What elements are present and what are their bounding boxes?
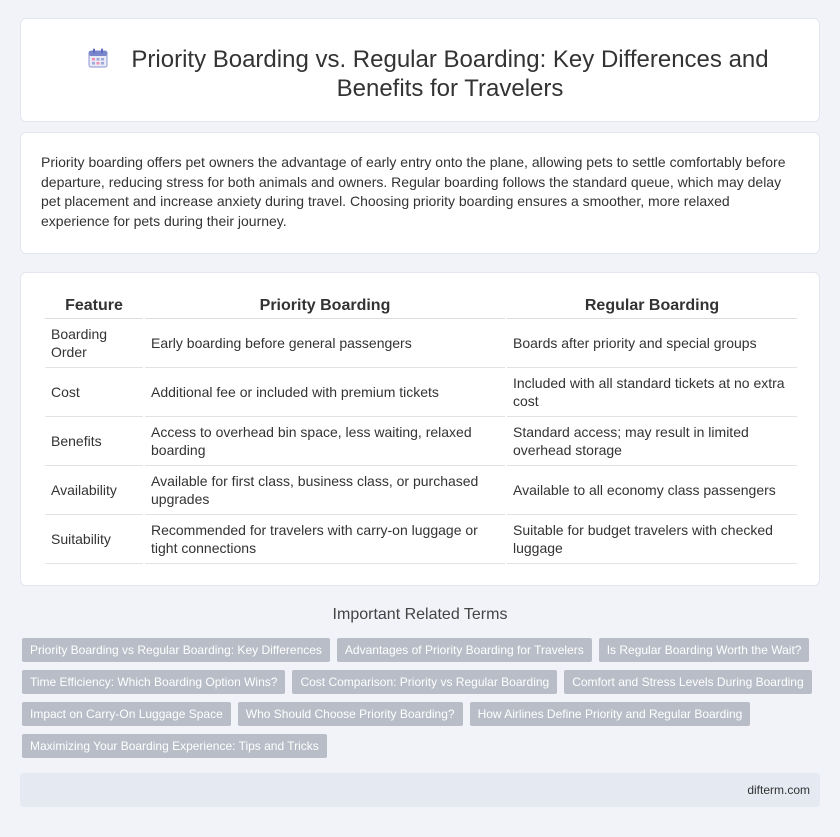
regular-cell: Standard access; may result in limited overhead storage — [507, 417, 797, 466]
feature-cell: Boarding Order — [45, 319, 143, 368]
priority-cell: Access to overhead bin space, less waiting, relaxed boarding — [145, 417, 505, 466]
site-link[interactable]: difterm.com — [747, 783, 810, 797]
related-term-tag[interactable]: Priority Boarding vs Regular Boarding: Key Differences — [22, 638, 330, 662]
priority-cell: Early boarding before general passengers — [145, 319, 505, 368]
related-term-tag[interactable]: Who Should Choose Priority Boarding? — [238, 702, 463, 726]
related-term-tag[interactable]: Advantages of Priority Boarding for Travelers — [337, 638, 592, 662]
comparison-card — [20, 272, 820, 586]
priority-cell: Available for first class, business class, or purchased upgrades — [145, 466, 505, 515]
header-priority: Priority Boarding — [145, 293, 505, 319]
related-term-tag[interactable]: How Airlines Define Priority and Regular Boarding — [470, 702, 751, 726]
table-header-row — [45, 293, 797, 319]
priority-cell: Recommended for travelers with carry-on luggage or tight connections — [145, 515, 505, 564]
comparison-table — [43, 293, 799, 564]
table-row — [45, 515, 797, 564]
related-term-tag[interactable]: Cost Comparison: Priority vs Regular Boarding — [292, 670, 557, 694]
table-row — [45, 466, 797, 515]
page-title: Priority Boarding vs. Regular Boarding: Key Differences and Benefits for Travelers — [131, 46, 769, 102]
related-term-tag[interactable]: Impact on Carry-On Luggage Space — [22, 702, 231, 726]
intro-card — [20, 132, 820, 254]
feature-cell: Availability — [45, 466, 143, 515]
calendar-icon — [87, 47, 109, 69]
footer — [20, 773, 820, 807]
feature-cell: Cost — [45, 368, 143, 417]
related-terms-list — [22, 638, 822, 766]
priority-cell: Additional fee or included with premium tickets — [145, 368, 505, 417]
header-regular: Regular Boarding — [507, 293, 797, 319]
feature-cell: Suitability — [45, 515, 143, 564]
header-feature: Feature — [45, 293, 143, 319]
regular-cell: Suitable for budget travelers with checked luggage — [507, 515, 797, 564]
table-row — [45, 368, 797, 417]
related-terms-title: Important Related Terms — [332, 606, 508, 623]
table-row — [45, 417, 797, 466]
intro-paragraph: Priority boarding offers pet owners the advantage of early entry onto the plane, allowing pets to settle comfortably before departure, reducing stress for both animals and owners. Regular boarding follows the standard queue, which may delay pet placement and increase anxiety during travel. Choosing priority boarding ensures a smoother, more relaxed experience for pets during their journey. — [41, 154, 786, 229]
related-term-tag[interactable]: Time Efficiency: Which Boarding Option Wins? — [22, 670, 285, 694]
related-term-tag[interactable]: Is Regular Boarding Worth the Wait? — [599, 638, 810, 662]
related-term-tag[interactable]: Maximizing Your Boarding Experience: Tips and Tricks — [22, 734, 327, 758]
feature-cell: Benefits — [45, 417, 143, 466]
regular-cell: Boards after priority and special groups — [507, 319, 797, 368]
table-row — [45, 319, 797, 368]
regular-cell: Included with all standard tickets at no extra cost — [507, 368, 797, 417]
title-card — [20, 18, 820, 122]
related-term-tag[interactable]: Comfort and Stress Levels During Boarding — [564, 670, 811, 694]
regular-cell: Available to all economy class passengers — [507, 466, 797, 515]
